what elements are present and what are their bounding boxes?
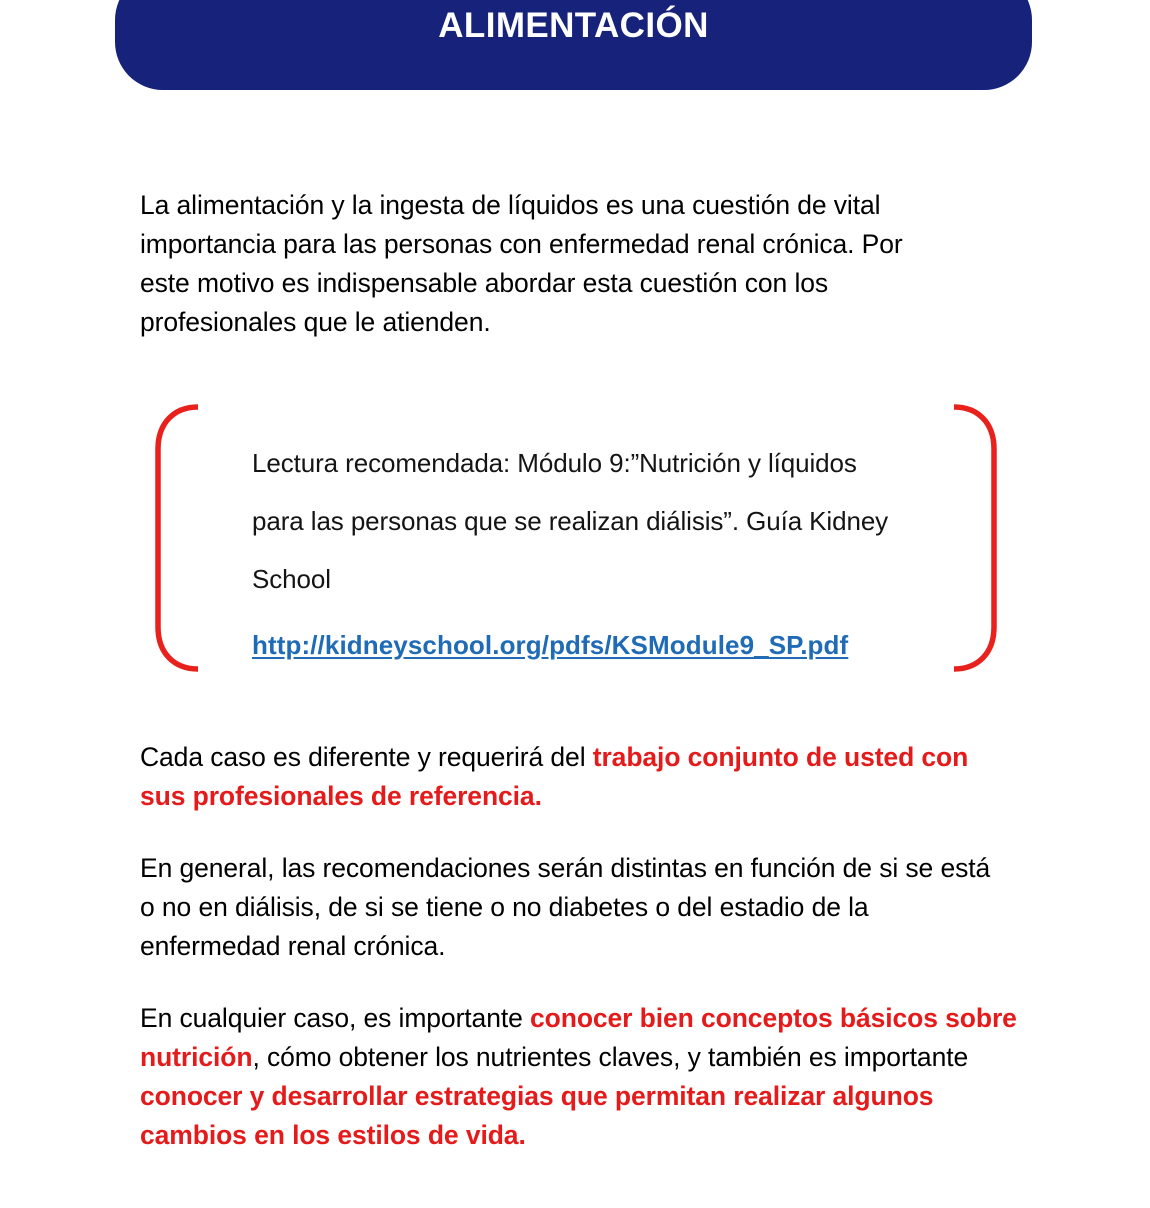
- kidney-school-pdf-link[interactable]: http://kidneyschool.org/pdfs/KSModule9_SP.pdf: [252, 630, 849, 660]
- recommended-reading-text: [252, 434, 942, 674]
- document-body: [140, 186, 1020, 1155]
- paragraph-nutrition-plain-a: En cualquier caso, es importante: [140, 1003, 530, 1033]
- quote-line-1: Lectura recomendada: Módulo 9:”Nutrición y líquidos: [252, 448, 857, 478]
- quote-line-2: para las personas que se realizan diálisis”. Guía Kidney: [252, 506, 889, 536]
- spacer: [140, 342, 1020, 398]
- spacer: [140, 674, 1020, 738]
- quote-line-3: School: [252, 564, 331, 594]
- right-bracket-icon: [952, 404, 998, 672]
- paragraph-collaboration-plain: Cada caso es diferente y requerirá del: [140, 742, 593, 772]
- recommended-reading-block: [140, 398, 1020, 674]
- intro-paragraph: La alimentación y la ingesta de líquidos es una cuestión de vital importancia para las personas con enfermedad renal crónica. Por este motivo es indispensable abordar esta cuestión con los profesionales que le atienden.: [140, 190, 903, 337]
- paragraph-nutrition-basics: [140, 999, 1020, 1155]
- spacer: [140, 966, 1020, 999]
- paragraph-nutrition-highlight-b: conocer bien conceptos básicos sobre nutrición: [140, 1003, 1017, 1072]
- spacer: [140, 816, 1020, 849]
- paragraph-nutrition-plain-c: , cómo obtener los nutrientes claves, y también es importante: [252, 1042, 969, 1072]
- paragraph-nutrition-highlight-d: conocer y desarrollar estrategias que permitan realizar algunos cambios en los estilos de vida.: [140, 1081, 934, 1150]
- paragraph-collaboration-highlight: trabajo conjunto de usted con sus profesionales de referencia.: [140, 742, 969, 811]
- header-banner: [115, 0, 1032, 90]
- paragraph-collaboration: [140, 738, 1020, 816]
- left-bracket-icon: [154, 404, 200, 672]
- page-title: ALIMENTACIÓN: [438, 6, 709, 45]
- paragraph-general-recommendations: En general, las recomendaciones serán distintas en función de si se está o no en diálisis, de si se tiene o no diabetes o del estadio de la enfermedad renal crónica.: [140, 853, 991, 961]
